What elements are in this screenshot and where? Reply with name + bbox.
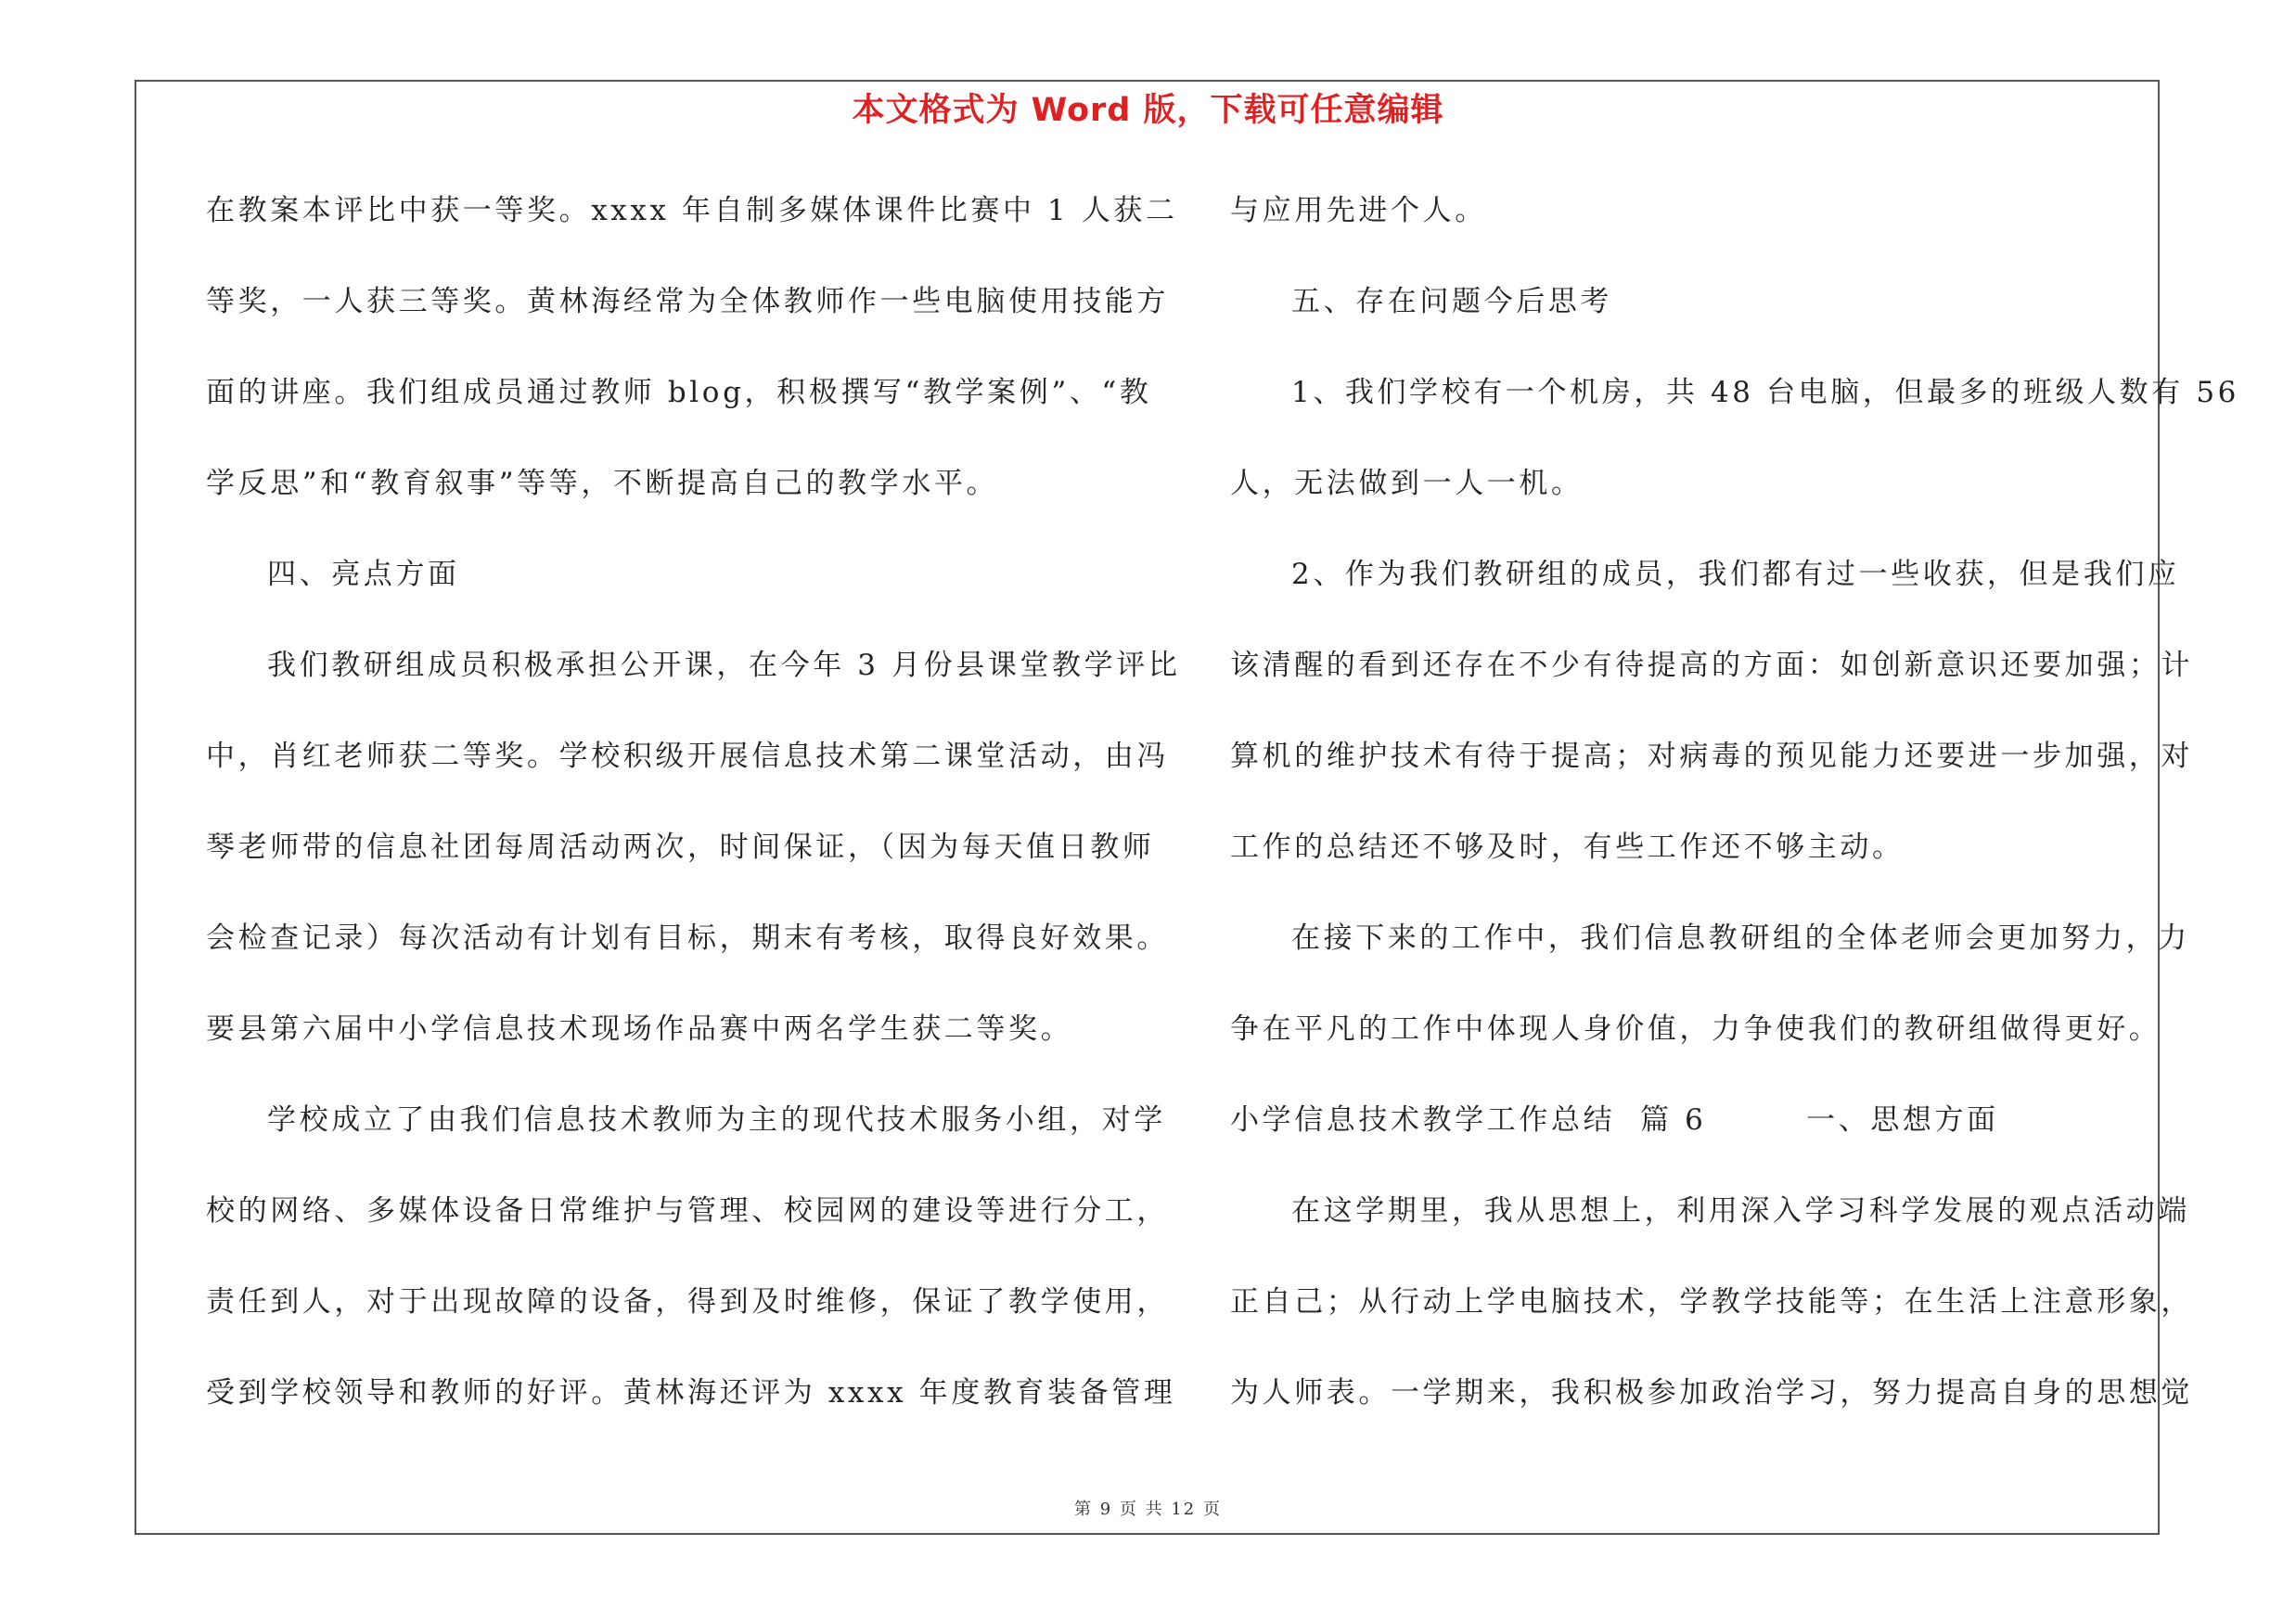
text-line: 2、作为我们教研组的成员，我们都有过一些收获，但是我们应 [1291,558,2180,591]
right-column [1230,186,2239,1459]
page-number-footer: 第 9 页 共 12 页 [1074,1500,1222,1519]
text-line: 学反思”和“教育叙事”等等，不断提高自己的教学水平。 [206,467,999,500]
word-format-banner: 本文格式为 Word 版，下载可任意编辑 [852,92,1444,129]
text-line: 人，无法做到一人一机。 [1230,467,1584,500]
text-line: 在接下来的工作中，我们信息教研组的全体老师会更加努力，力 [1291,921,2190,955]
left-column [206,186,1181,1459]
section-heading: 五、存在问题今后思考 [1291,285,1612,318]
text-line: 受到学校领导和教师的好评。黄林海还评为 xxxx 年度教育装备管理 [206,1376,1176,1410]
text-line: 要县第六届中小学信息技术现场作品赛中两名学生获二等奖。 [206,1012,1073,1046]
text-line: 我们教研组成员积极承担公开课，在今年 3 月份县课堂教学评比 [267,649,1181,682]
text-line: 与应用先进个人。 [1230,194,1487,227]
text-line: 1、我们学校有一个机房，共 48 台电脑，但最多的班级人数有 56 [1291,376,2239,409]
text-line: 工作的总结还不够及时，有些工作还不够主动。 [1230,831,1905,864]
text-line: 面的讲座。我们组成员通过教师 blog，积极撰写“教学案例”、“教 [206,376,1152,409]
text-line: 学校成立了由我们信息技术教师为主的现代技术服务小组，对学 [267,1103,1166,1137]
text-line: 责任到人，对于出现故障的设备，得到及时维修，保证了教学使用， [206,1285,1169,1319]
text-line: 琴老师带的信息社团每周活动两次，时间保证，（因为每天值日教师 [206,831,1155,864]
text-line: 为人师表。一学期来，我积极参加政治学习，努力提高自身的思想觉 [1230,1376,2193,1410]
text-line: 正自己；从行动上学电脑技术，学教学技能等；在生活上注意形象， [1230,1285,2193,1319]
text-line: 会检查记录）每次活动有计划有目标，期末有考核，取得良好效果。 [206,921,1169,955]
text-line: 该清醒的看到还存在不少有待提高的方面：如创新意识还要加强；计 [1230,649,2193,682]
text-line: 在教案本评比中获一等奖。xxxx 年自制多媒体课件比赛中 1 人获二 [206,194,1178,227]
article-title-line: 小学信息技术教学工作总结 篇 6 一、思想方面 [1230,1103,1999,1137]
text-line: 中，肖红老师获二等奖。学校积级开展信息技术第二课堂活动，由冯 [206,740,1169,773]
text-line: 校的网络、多媒体设备日常维护与管理、校园网的建设等进行分工， [206,1194,1169,1228]
text-line: 在这学期里，我从思想上，利用深入学习科学发展的观点活动端 [1291,1194,2190,1228]
text-line: 争在平凡的工作中体现人身价值，力争使我们的教研组做得更好。 [1230,1012,2161,1046]
text-line: 等奖，一人获三等奖。黄林海经常为全体教师作一些电脑使用技能方 [206,285,1169,318]
section-heading: 四、亮点方面 [267,558,460,591]
text-line: 算机的维护技术有待于提高；对病毒的预见能力还要进一步加强，对 [1230,740,2193,773]
